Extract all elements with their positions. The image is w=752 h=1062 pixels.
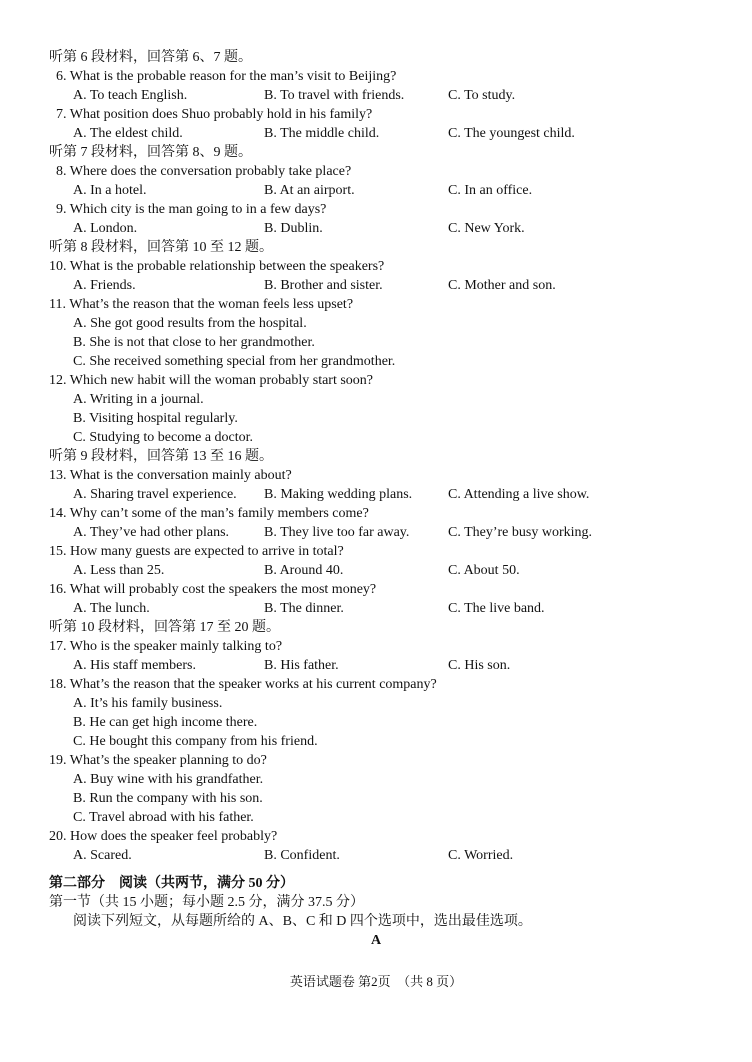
passage-label: A: [370, 933, 382, 948]
question-stem: [0, 67, 752, 86]
question-text: How does the speaker feel probably?: [70, 829, 278, 844]
answer-option: B. The dinner.: [264, 601, 344, 616]
question-text: What will probably cost the speakers the most money?: [69, 582, 377, 597]
question-text: What’s the speaker planning to do?: [69, 753, 267, 768]
section-header: 听第 7 段材料，回答第 8、9 题。: [49, 145, 252, 160]
answer-option: A. Less than 25.: [73, 563, 165, 578]
answer-option: C. He bought this company from his friend.: [73, 734, 318, 749]
answer-option: A. To teach English.: [73, 88, 188, 103]
answer-option: C. Attending a live show.: [448, 487, 590, 502]
answer-option: A. Writing in a journal.: [73, 392, 204, 407]
question-number: 16.: [49, 582, 67, 597]
answer-option: A. London.: [73, 221, 138, 236]
question-number: 15.: [49, 544, 67, 559]
answer-option: A. It’s his family business.: [73, 696, 223, 711]
answer-option: C. They’re busy working.: [448, 525, 592, 540]
question-stem: [0, 675, 752, 694]
question-text: Why can’t some of the man’s family members come?: [69, 506, 369, 521]
part-two-title: 第二部分 阅读（共两节，满分 50 分）: [49, 876, 294, 891]
question-number: 12.: [49, 373, 67, 388]
answer-option: C. The youngest child.: [448, 126, 575, 141]
question-stem: [0, 504, 752, 523]
answer-option: C. In an office.: [448, 183, 533, 198]
answer-option: C. Worried.: [448, 848, 514, 863]
question-stem: [0, 466, 752, 485]
answer-option: A. His staff members.: [73, 658, 196, 673]
option-row: [0, 846, 752, 865]
option-row: [0, 276, 752, 295]
answer-option: A. Scared.: [73, 848, 132, 863]
question-number: 10.: [49, 259, 67, 274]
option-row: [0, 523, 752, 542]
answer-option: A. In a hotel.: [73, 183, 147, 198]
question-text: What’s the reason that the woman feels less upset?: [69, 297, 354, 312]
answer-option: C. About 50.: [448, 563, 520, 578]
answer-option: C. New York.: [448, 221, 525, 236]
answer-option: A. Buy wine with his grandfather.: [73, 772, 264, 787]
answer-option: B. Dublin.: [264, 221, 323, 236]
option-row: [0, 86, 752, 105]
answer-option: A. Friends.: [73, 278, 136, 293]
question-number: 9.: [56, 202, 67, 217]
answer-option: C. She received something special from her grandmother.: [73, 354, 396, 369]
question-text: What is the conversation mainly about?: [69, 468, 292, 483]
answer-option: B. They live too far away.: [264, 525, 410, 540]
question-number: 7.: [56, 107, 67, 122]
answer-option: A. They’ve had other plans.: [73, 525, 230, 540]
page-footer: 英语试题卷 第2页 （共 8 页）: [289, 974, 463, 989]
reading-instruction: 阅读下列短文，从每题所给的 A、B、C 和 D 四个选项中，选出最佳选项。: [73, 914, 532, 929]
option-row: [0, 599, 752, 618]
question-text: Which city is the man going to in a few days?: [69, 202, 327, 217]
question-number: 8.: [56, 164, 67, 179]
question-text: Where does the conversation probably take place?: [69, 164, 352, 179]
question-number: 13.: [49, 468, 67, 483]
option-row: [0, 181, 752, 200]
question-text: What’s the reason that the speaker works at his current company?: [69, 677, 437, 692]
question-stem: [0, 257, 752, 276]
question-stem: [0, 371, 752, 390]
question-stem: [0, 542, 752, 561]
section-header: 听第 8 段材料，回答第 10 至 12 题。: [49, 240, 273, 255]
question-text: Which new habit will the woman probably start soon?: [69, 373, 374, 388]
answer-option: B. At an airport.: [264, 183, 355, 198]
answer-option: B. Visiting hospital regularly.: [73, 411, 238, 426]
question-number: 20.: [49, 829, 67, 844]
question-text: What position does Shuo probably hold in his family?: [69, 107, 373, 122]
answer-option: A. Sharing travel experience.: [73, 487, 237, 502]
question-stem: [0, 637, 752, 656]
question-text: How many guests are expected to arrive in total?: [70, 544, 344, 559]
question-number: 6.: [56, 69, 67, 84]
question-text: What is the probable reason for the man’s visit to Beijing?: [69, 69, 397, 84]
question-text: Who is the speaker mainly talking to?: [69, 639, 283, 654]
answer-option: B. To travel with friends.: [264, 88, 405, 103]
section-one-subtitle: 第一节（共 15 小题；每小题 2.5 分，满分 37.5 分）: [49, 895, 364, 910]
question-number: 11.: [49, 297, 66, 312]
option-row: [0, 561, 752, 580]
answer-option: C. Travel abroad with his father.: [73, 810, 254, 825]
answer-option: C. His son.: [448, 658, 511, 673]
answer-option: C. Studying to become a doctor.: [73, 430, 254, 445]
answer-option: C. To study.: [448, 88, 516, 103]
question-stem: [0, 827, 752, 846]
question-number: 18.: [49, 677, 67, 692]
question-stem: [0, 295, 752, 314]
question-text: What is the probable relationship between the speakers?: [69, 259, 385, 274]
question-stem: [0, 751, 752, 770]
answer-option: B. Making wedding plans.: [264, 487, 413, 502]
option-row: [0, 485, 752, 504]
question-number: 14.: [49, 506, 67, 521]
answer-option: B. Confident.: [264, 848, 340, 863]
question-stem: [0, 105, 752, 124]
listening-questions: [0, 48, 752, 865]
option-row: [0, 219, 752, 238]
answer-option: B. Run the company with his son.: [73, 791, 263, 806]
answer-option: B. The middle child.: [264, 126, 380, 141]
answer-option: B. Brother and sister.: [264, 278, 383, 293]
question-number: 19.: [49, 753, 67, 768]
question-stem: [0, 200, 752, 219]
answer-option: B. He can get high income there.: [73, 715, 258, 730]
section-header: 听第 9 段材料，回答第 13 至 16 题。: [49, 449, 273, 464]
section-header: 听第 10 段材料，回答第 17 至 20 题。: [49, 620, 280, 635]
question-stem: [0, 162, 752, 181]
answer-option: B. She is not that close to her grandmother.: [73, 335, 315, 350]
option-row: [0, 124, 752, 143]
answer-option: B. His father.: [264, 658, 339, 673]
answer-option: C. The live band.: [448, 601, 545, 616]
section-header: 听第 6 段材料，回答第 6、7 题。: [49, 50, 252, 65]
question-number: 17.: [49, 639, 67, 654]
answer-option: B. Around 40.: [264, 563, 344, 578]
answer-option: C. Mother and son.: [448, 278, 556, 293]
question-stem: [0, 580, 752, 599]
answer-option: A. The lunch.: [73, 601, 150, 616]
answer-option: A. She got good results from the hospital.: [73, 316, 307, 331]
answer-option: A. The eldest child.: [73, 126, 183, 141]
option-row: [0, 656, 752, 675]
exam-page: [0, 48, 752, 950]
